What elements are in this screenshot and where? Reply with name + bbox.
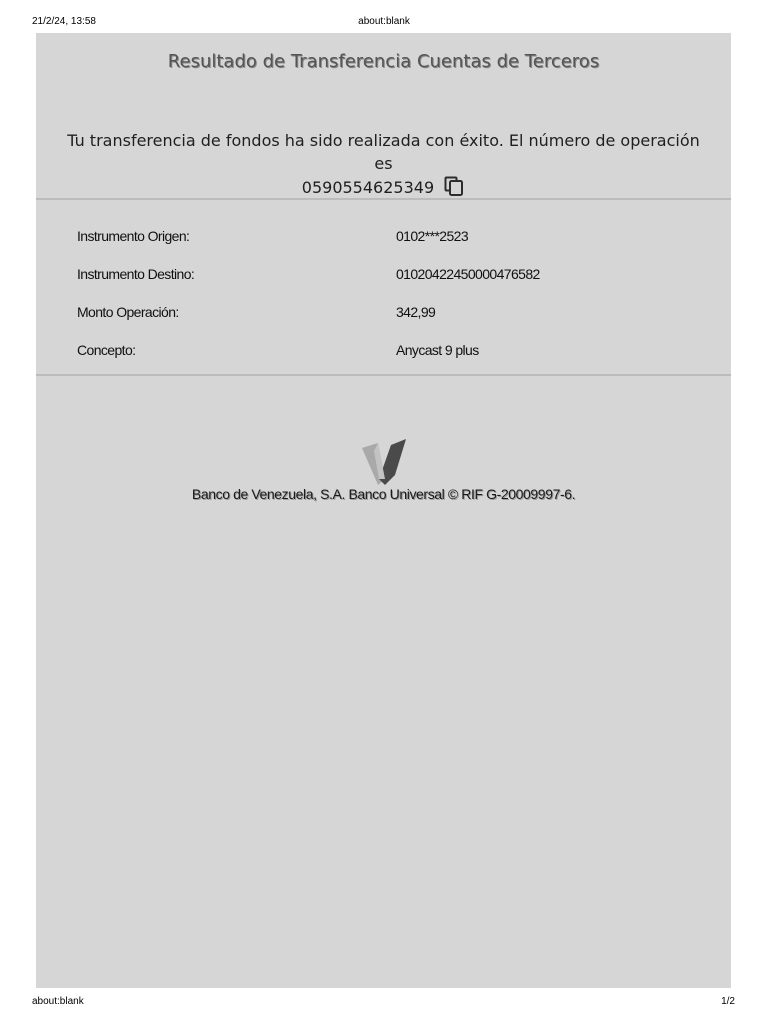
success-message xyxy=(56,129,711,199)
detail-label: Concepto: xyxy=(77,342,136,358)
transfer-result-sheet xyxy=(36,33,731,988)
detail-row-origin xyxy=(77,228,697,266)
footer-legal-text: Banco de Venezuela, S.A. Banco Universal © RIF G-20009997-6. xyxy=(191,486,576,502)
detail-label: Monto Operación: xyxy=(77,304,179,320)
transfer-details xyxy=(77,228,697,380)
detail-value: 342,99 xyxy=(396,304,436,320)
page-number: 1/2 xyxy=(721,996,735,1007)
detail-label: Instrumento Origen: xyxy=(77,228,190,244)
copy-icon[interactable] xyxy=(443,175,465,197)
print-footer-url: about:blank xyxy=(32,996,84,1007)
bank-logo-icon xyxy=(361,439,407,487)
detail-value: 0102***2523 xyxy=(396,228,469,244)
detail-value: Anycast 9 plus xyxy=(396,342,479,358)
divider xyxy=(36,374,731,376)
operation-number: 0590554625349 xyxy=(301,178,435,197)
divider xyxy=(36,198,731,200)
detail-value: 01020422450000476582 xyxy=(396,266,540,282)
detail-label: Instrumento Destino: xyxy=(77,266,195,282)
print-datetime: 21/2/24, 13:58 xyxy=(32,16,96,27)
detail-row-destination xyxy=(77,266,697,304)
detail-row-amount xyxy=(77,304,697,342)
print-header-url: about:blank xyxy=(358,16,410,27)
success-message-text: Tu transferencia de fondos ha sido realizada con éxito. El número de operación es xyxy=(67,131,700,173)
page-title: Resultado de Transferencia Cuentas de Terceros xyxy=(167,51,600,72)
